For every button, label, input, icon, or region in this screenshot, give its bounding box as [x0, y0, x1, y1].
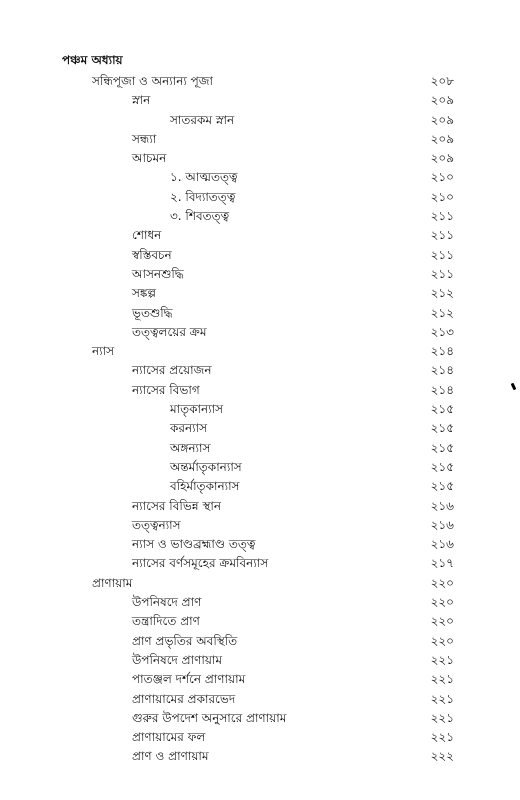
toc-entry-page-number: ২২১ [430, 652, 454, 667]
toc-entry-label: প্রাণ ও প্রাণায়াম [132, 749, 209, 764]
toc-entry [0, 226, 520, 245]
toc-entry-page-number: ২১১ [430, 228, 454, 243]
chapter-heading: পঞ্চম অধ্যায় [62, 53, 123, 67]
toc-entry [0, 439, 520, 458]
toc-entry [0, 111, 520, 130]
toc-entry [0, 284, 520, 303]
toc-entry-page-number: ২১২ [430, 286, 454, 301]
toc-entry-page-number: ২২১ [430, 730, 454, 745]
toc-entry-page-number: ২১৫ [430, 402, 454, 417]
toc-entry [0, 207, 520, 226]
toc-entry-label: ১. আত্মতত্ত্ব [170, 170, 238, 185]
toc-entry-page-number: ২০৯ [430, 151, 454, 166]
toc-entry-label: ৩. শিবতত্ত্ব [170, 209, 230, 224]
toc-entry-label: প্রাণ প্রভৃতির অবস্থিতি [132, 633, 238, 648]
toc-entry-label: স্নান [132, 93, 151, 108]
toc-entry-label: পাতঞ্জল দর্শনে প্রাণায়াম [132, 672, 246, 687]
toc-entry [0, 728, 520, 747]
toc-entry [0, 342, 520, 361]
toc-entry [0, 361, 520, 380]
toc-entry [0, 651, 520, 670]
toc-entry [0, 419, 520, 438]
toc-entry-page-number: ২১৬ [430, 537, 454, 552]
toc-entry-label: সন্ধ্যা [132, 131, 157, 146]
toc-entry-page-number: ২২০ [430, 595, 454, 610]
toc-entry [0, 72, 520, 91]
toc-entry-label: মাতৃকান্যাস [170, 402, 224, 417]
toc-entry-page-number: ২১৭ [430, 556, 454, 571]
toc-entry-page-number: ২২১ [430, 710, 454, 725]
toc-entry-label: ন্যাসের বর্ণসমূহের ক্রমবিন্যাস [132, 556, 269, 571]
toc-entry [0, 149, 520, 168]
toc-entry [0, 709, 520, 728]
toc-entry [0, 690, 520, 709]
toc-entry [0, 535, 520, 554]
toc-entry [0, 168, 520, 187]
table-of-contents [0, 72, 520, 767]
toc-entry [0, 747, 520, 766]
toc-entry-page-number: ২২০ [430, 575, 454, 590]
toc-entry-page-number: ২১০ [430, 189, 454, 204]
toc-entry-label: শোধন [132, 228, 162, 243]
toc-entry-label: ন্যাস ও ভাণ্ডব্রহ্মাণ্ড তত্ত্ব [132, 537, 256, 552]
toc-entry-label: স্বস্তিবচন [132, 247, 172, 262]
toc-entry-page-number: ২২০ [430, 614, 454, 629]
toc-entry-label: উপনিষদে প্রাণ [132, 595, 202, 610]
toc-entry-page-number: ২১৪ [430, 344, 454, 359]
toc-entry-page-number: ২১৫ [430, 421, 454, 436]
toc-entry-label: তন্ত্রাদিতে প্রাণ [132, 614, 200, 629]
toc-entry-page-number: ২০৯ [430, 93, 454, 108]
toc-entry-page-number: ২২২ [430, 749, 454, 764]
toc-entry-page-number: ২১৪ [430, 382, 454, 397]
toc-entry-label: সঙ্কল্প [132, 286, 157, 301]
toc-entry-page-number: ২২১ [430, 672, 454, 687]
toc-entry-label: আচমন [132, 151, 167, 166]
toc-entry-label: প্রাণায়ামের ফল [132, 730, 206, 745]
toc-entry [0, 670, 520, 689]
toc-entry [0, 246, 520, 265]
toc-entry-page-number: ২১২ [430, 305, 454, 320]
toc-entry-page-number: ২১৬ [430, 517, 454, 532]
toc-entry-page-number: ২১০ [430, 170, 454, 185]
toc-entry [0, 497, 520, 516]
toc-entry-label: সাতরকম স্নান [170, 112, 235, 127]
toc-entry [0, 91, 520, 110]
toc-entry-label: বহির্মাতৃকান্যাস [170, 479, 240, 494]
toc-entry-label: করন্যাস [170, 421, 208, 436]
toc-entry [0, 400, 520, 419]
toc-entry-label: আসনশুদ্ধি [132, 266, 184, 281]
toc-entry [0, 574, 520, 593]
toc-entry-label: উপনিষদে প্রাণায়াম [132, 652, 223, 667]
toc-entry-label: ২. বিদ্যাতত্ত্ব [170, 189, 236, 204]
toc-entry [0, 632, 520, 651]
toc-entry-label: ন্যাসের বিভাগ [132, 382, 200, 397]
toc-entry-page-number: ২২০ [430, 633, 454, 648]
toc-entry-page-number: ২০৯ [430, 112, 454, 127]
toc-entry-page-number: ২০৯ [430, 131, 454, 146]
toc-entry-label: ন্যাসের বিভিন্ন স্থান [132, 498, 222, 513]
toc-entry [0, 593, 520, 612]
toc-entry [0, 554, 520, 573]
toc-entry [0, 516, 520, 535]
toc-entry-label: অঙ্গন্যাস [170, 440, 211, 455]
toc-entry-label: তত্ত্বন্যাস [132, 517, 181, 532]
toc-entry-page-number: ২১৫ [430, 440, 454, 455]
toc-entry [0, 188, 520, 207]
toc-entry [0, 265, 520, 284]
toc-entry-page-number: ২১৬ [430, 498, 454, 513]
toc-entry-page-number: ২১৫ [430, 459, 454, 474]
toc-entry [0, 323, 520, 342]
toc-entry-label: গুরুর উপদেশ অনুসারে প্রাণায়াম [132, 710, 287, 725]
toc-entry-page-number: ২১৪ [430, 363, 454, 378]
toc-entry [0, 612, 520, 631]
toc-entry-label: সন্ধিপূজা ও অন্যান্য পূজা [92, 74, 214, 88]
toc-entry [0, 130, 520, 149]
toc-entry-label: ন্যাসের প্রয়োজন [132, 363, 212, 378]
toc-entry-page-number: ২২১ [430, 691, 454, 706]
toc-entry [0, 458, 520, 477]
toc-entry-page-number: ২০৮ [430, 74, 454, 88]
toc-entry-page-number: ২১৫ [430, 479, 454, 494]
toc-entry-label: প্রাণায়াম [92, 575, 133, 590]
toc-entry-page-number: ২১১ [430, 266, 454, 281]
toc-entry-label: তত্ত্বলয়ের ক্রম [132, 324, 207, 339]
toc-entry-page-number: ২১১ [430, 209, 454, 224]
toc-entry-page-number: ২১১ [430, 247, 454, 262]
toc-entry-label: প্রাণায়ামের প্রকারভেদ [132, 691, 236, 706]
toc-entry [0, 477, 520, 496]
toc-entry-label: ভূতশুদ্ধি [132, 305, 173, 320]
toc-entry-label: ন্যাস [92, 344, 115, 359]
toc-entry [0, 381, 520, 400]
toc-entry-page-number: ২১৩ [430, 324, 454, 339]
toc-entry-label: অন্তর্মাতৃকান্যাস [170, 459, 242, 474]
toc-entry [0, 304, 520, 323]
